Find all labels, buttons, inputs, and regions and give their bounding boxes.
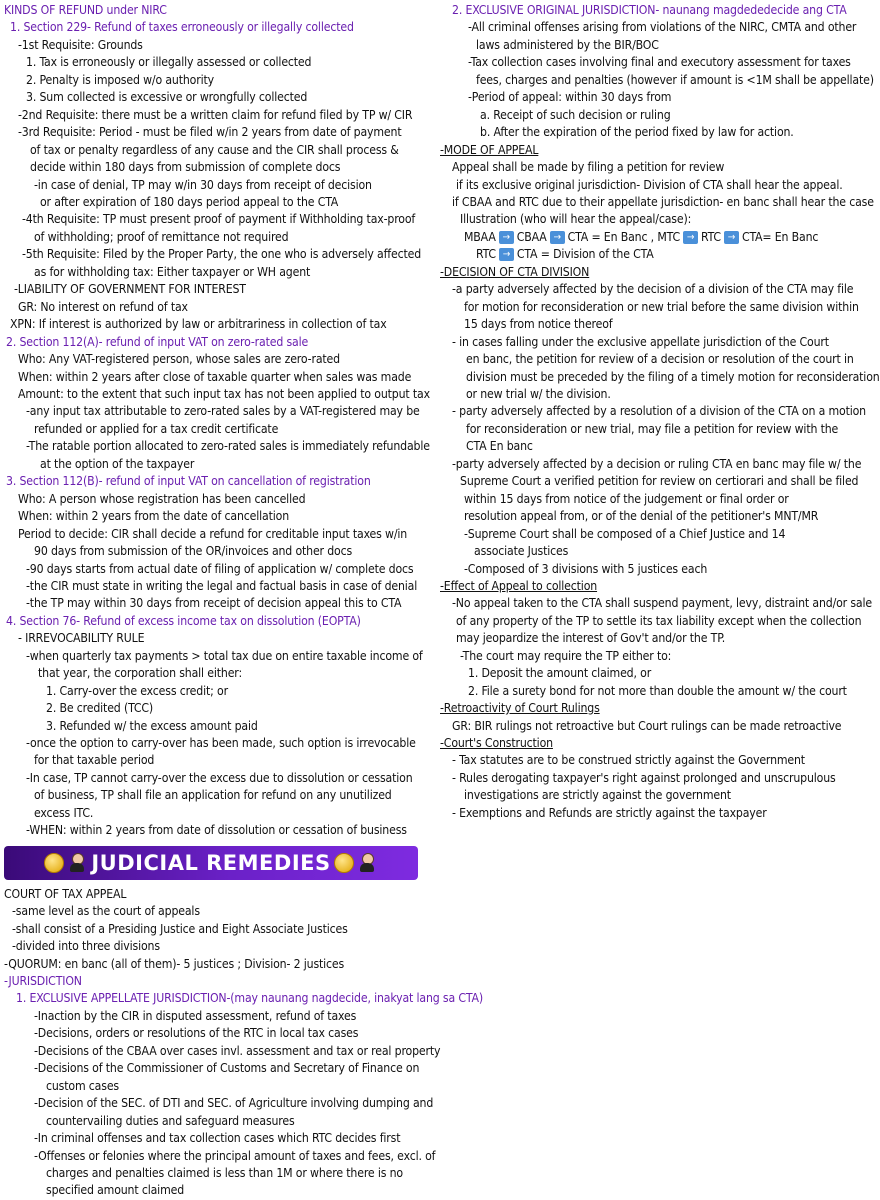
note-line: -a party adversely affected by the decision of a division of the CTA may file xyxy=(452,282,854,297)
note-line: countervailing duties and safeguard measures xyxy=(46,1113,295,1128)
note-line: -In case, TP cannot carry-over the excess due to dissolution or cessation xyxy=(26,770,413,785)
note-line: Supreme Court a verified petition for review on certiorari and shall be filed xyxy=(460,474,859,489)
note-line: of business, TP shall file an application for refund on any unutilized xyxy=(34,788,392,803)
note-line: may jeopardize the interest of Gov't and/or the TP. xyxy=(456,631,726,646)
note-line: - party adversely affected by a resolution of a division of the CTA on a motion xyxy=(452,404,866,419)
note-line: -once the option to carry-over has been made, such option is irrevocable xyxy=(26,736,416,751)
note-line: Who: Any VAT-registered person, whose sales are zero-rated xyxy=(18,352,340,367)
note-line: GR: BIR rulings not retroactive but Court rulings can be made retroactive xyxy=(452,718,842,733)
note-line: -Tax collection cases involving final and executory assessment for taxes xyxy=(468,55,851,70)
note-line: -Period of appeal: within 30 days from xyxy=(468,90,672,105)
illustration-term: RTC xyxy=(701,229,721,244)
illustration-term: CTA = En Banc , xyxy=(567,229,655,244)
note-line: division must be preceded by the filing of a timely motion for reconsideration xyxy=(466,369,880,384)
coin-icon xyxy=(44,853,64,873)
note-line: 2. EXCLUSIVE ORIGINAL JURISDICTION- naunang magdededecide ang CTA xyxy=(452,3,847,17)
note-line: -Court's Construction xyxy=(440,736,553,751)
note-line: of withholding; proof of remittance not required xyxy=(34,229,289,244)
note-line: 2. Penalty is imposed w/o authority xyxy=(26,72,214,87)
illustration-term: CTA= En Banc xyxy=(741,229,819,244)
note-line: - Tax statutes are to be construed strictly against the Government xyxy=(452,753,805,768)
note-line: for that taxable period xyxy=(34,753,155,768)
note-line: refunded or applied for a tax credit certificate xyxy=(34,421,279,436)
note-line: 1. Section 229- Refund of taxes erroneously or illegally collected xyxy=(10,20,354,35)
note-line: -LIABILITY OF GOVERNMENT FOR INTEREST xyxy=(14,282,246,297)
illustration-term: RTC xyxy=(476,247,496,262)
note-line: specified amount claimed xyxy=(46,1183,185,1198)
note-line: -when quarterly tax payments > total tax due on entire taxable income of xyxy=(26,648,423,663)
note-line: at the option of the taxpayer xyxy=(40,456,195,471)
note-line: -Decisions, orders or resolutions of the RTC in local tax cases xyxy=(34,1026,359,1041)
note-line: within 15 days from notice of the judgement or final order or xyxy=(464,491,789,506)
note-line: investigations are strictly against the government xyxy=(464,788,731,803)
note-line: 1. Tax is erroneously or illegally assessed or collected xyxy=(26,55,312,70)
note-line: -Decision of the SEC. of DTI and SEC. of Agriculture involving dumping and xyxy=(34,1096,434,1111)
note-line: -5th Requisite: Filed by the Proper Party, the one who is adversely affected xyxy=(22,247,422,262)
note-line: 4. Section 76- Refund of excess income tax on dissolution (EOPTA) xyxy=(6,613,361,628)
note-line: -Supreme Court shall be composed of a Chief Justice and 14 xyxy=(464,526,786,541)
note-line: Amount: to the extent that such input tax has not been applied to output tax xyxy=(18,386,430,401)
note-line: -1st Requisite: Grounds xyxy=(18,37,143,52)
note-line: charges and penalties claimed is less than 1M or where there is no xyxy=(46,1166,403,1180)
note-line: -Offenses or felonies where the principal amount of taxes and fees, excl. of xyxy=(34,1148,436,1163)
note-line: 3. Refunded w/ the excess amount paid xyxy=(46,718,258,733)
note-line: -the TP may within 30 days from receipt of decision appeal this to CTA xyxy=(26,596,402,611)
note-line: Who: A person whose registration has been cancelled xyxy=(18,491,306,506)
note-line: -In criminal offenses and tax collection cases which RTC decides first xyxy=(34,1131,401,1146)
note-line: of any property of the TP to settle its tax liability except when the collection xyxy=(456,613,862,628)
note-line: -divided into three divisions xyxy=(12,939,160,954)
note-line: -same level as the court of appeals xyxy=(12,904,200,919)
note-line: -The court may require the TP either to: xyxy=(460,648,672,663)
note-line: -DECISION OF CTA DIVISION xyxy=(440,264,590,279)
note-line: b. After the expiration of the period fixed by law for action. xyxy=(480,125,794,140)
note-line: -the CIR must state in writing the legal and factual basis in case of denial xyxy=(26,578,418,593)
right-column xyxy=(438,2,880,822)
note-line: - IRREVOCABILITY RULE xyxy=(18,631,145,646)
note-line: -Inaction by the CIR in disputed assessment, refund of taxes xyxy=(34,1008,357,1023)
note-line: -Effect of Appeal to collection xyxy=(440,578,598,593)
note-line: that year, the corporation shall either: xyxy=(38,666,242,681)
note-line: CTA En banc xyxy=(466,439,533,454)
banner-title: JUDICIAL REMEDIES xyxy=(91,850,331,875)
note-line: -WHEN: within 2 years from date of dissolution or cessation of business xyxy=(26,823,407,838)
note-line: if CBAA and RTC due to their appellate jurisdiction- en banc shall hear the case xyxy=(452,194,874,209)
note-line: When: within 2 years after close of taxable quarter when sales was made xyxy=(18,369,412,384)
note-line: -3rd Requisite: Period - must be filed w/in 2 years from date of payment xyxy=(18,125,402,140)
note-line: laws administered by the BIR/BOC xyxy=(476,37,659,52)
note-line: Appeal shall be made by filing a petition for review xyxy=(452,160,725,175)
note-line: a. Receipt of such decision or ruling xyxy=(480,107,671,122)
illustration-term: CBAA xyxy=(516,229,547,244)
note-line: 2. Section 112(A)- refund of input VAT on zero-rated sale xyxy=(6,334,309,349)
note-line: associate Justices xyxy=(474,544,569,559)
note-line: -All criminal offenses arising from violations of the NIRC, CMTA and other xyxy=(468,20,857,35)
illustration-term: MBAA xyxy=(464,229,496,244)
note-line: 90 days from submission of the OR/invoices and other docs xyxy=(34,544,353,559)
note-line: KINDS OF REFUND under NIRC xyxy=(4,3,167,17)
arrow-right-icon: → xyxy=(499,248,514,261)
illustration-row xyxy=(438,246,846,263)
note-line: of tax or penalty regardless of any cause and the CIR shall process & xyxy=(30,142,399,157)
note-line: or new trial w/ the division. xyxy=(466,386,611,401)
note-line: - Rules derogating taxpayer's right against prolonged and unscrupulous xyxy=(452,770,836,785)
person-icon xyxy=(69,853,85,873)
note-line: 3. Sum collected is excessive or wrongfully collected xyxy=(26,90,308,105)
note-line: -Retroactivity of Court Rulings xyxy=(440,701,600,716)
note-line: COURT OF TAX APPEAL xyxy=(4,886,127,901)
note-line: - Exemptions and Refunds are strictly against the taxpayer xyxy=(452,805,767,820)
note-line: -Decisions of the Commissioner of Customs and Secretary of Finance on xyxy=(34,1061,420,1076)
illustration-term: MTC xyxy=(657,229,681,244)
note-line: fees, charges and penalties (however if amount is <1M shall be appellate) xyxy=(476,72,874,87)
note-line: decide within 180 days from submission of complete docs xyxy=(30,160,341,175)
section-banner xyxy=(4,846,418,880)
note-line: 15 days from notice thereof xyxy=(464,317,613,332)
note-line: -4th Requisite: TP must present proof of payment if Withholding tax-proof xyxy=(22,212,416,227)
note-line: -Composed of 3 divisions with 5 justices each xyxy=(464,561,708,576)
note-line: en banc, the petition for review of a decision or resolution of the court in xyxy=(466,352,854,367)
note-line: -90 days starts from actual date of filing of application w/ complete docs xyxy=(26,561,414,576)
note-line: if its exclusive original jurisdiction- Division of CTA shall hear the appeal. xyxy=(456,177,843,192)
note-line: as for withholding tax: Either taxpayer or WH agent xyxy=(34,264,311,279)
note-line: -MODE OF APPEAL xyxy=(440,142,539,157)
note-line: -No appeal taken to the CTA shall suspend payment, levy, distraint and/or sale xyxy=(452,596,872,611)
note-line: custom cases xyxy=(46,1078,119,1093)
arrow-right-icon: → xyxy=(499,231,514,244)
note-line: -The ratable portion allocated to zero-rated sales is immediately refundable xyxy=(26,439,430,454)
illustration-row xyxy=(438,229,846,246)
note-line: excess ITC. xyxy=(34,805,94,820)
note-line: Illustration (who will hear the appeal/case): xyxy=(460,212,692,227)
illustration-term: CTA = Division of the CTA xyxy=(516,247,654,262)
note-line: GR: No interest on refund of tax xyxy=(18,299,188,314)
note-line: 1. EXCLUSIVE APPELLATE JURISDICTION-(may naunang nagdecide, inakyat lang sa CTA) xyxy=(16,991,483,1006)
note-line: -JURISDICTION xyxy=(4,974,82,989)
note-line: Period to decide: CIR shall decide a refund for creditable input taxes w/in xyxy=(18,526,408,541)
arrow-right-icon: → xyxy=(550,231,565,244)
note-line: resolution appeal from, or of the denial of the petitioner's MNT/MR xyxy=(464,509,819,524)
note-line: 2. Be credited (TCC) xyxy=(46,701,154,716)
note-line: -party adversely affected by a decision or ruling CTA en banc may file w/ the xyxy=(452,456,862,471)
note-line: for reconsideration or new trial, may file a petition for review with the xyxy=(466,421,839,436)
note-line: -in case of denial, TP may w/in 30 days from receipt of decision xyxy=(34,177,372,192)
note-line: -shall consist of a Presiding Justice and Eight Associate Justices xyxy=(12,921,348,936)
note-line: XPN: If interest is authorized by law or arbitrariness in collection of tax xyxy=(10,317,387,332)
coin-icon xyxy=(334,853,354,873)
person-icon xyxy=(359,853,375,873)
note-line: for motion for reconsideration or new trial before the same division within xyxy=(464,299,859,314)
note-line: -Decisions of the CBAA over cases invl. assessment and tax or real property xyxy=(34,1043,441,1058)
arrow-right-icon: → xyxy=(724,231,739,244)
note-line: 1. Carry-over the excess credit; or xyxy=(46,683,228,698)
note-line: -QUORUM: en banc (all of them)- 5 justices ; Division- 2 justices xyxy=(4,956,345,971)
note-line: -2nd Requisite: there must be a written claim for refund filed by TP w/ CIR xyxy=(18,107,413,122)
note-line: 1. Deposit the amount claimed, or xyxy=(468,666,652,681)
note-line: 3. Section 112(B)- refund of input VAT on cancellation of registration xyxy=(6,474,371,489)
note-line: or after expiration of 180 days period appeal to the CTA xyxy=(40,194,339,209)
arrow-right-icon: → xyxy=(683,231,698,244)
note-line: - in cases falling under the exclusive appellate jurisdiction of the Court xyxy=(452,334,829,349)
note-line: 2. File a surety bond for not more than double the amount w/ the court xyxy=(468,683,847,698)
note-line: -any input tax attributable to zero-rated sales by a VAT-registered may be xyxy=(26,404,420,419)
note-line: When: within 2 years from the date of cancellation xyxy=(18,509,289,524)
